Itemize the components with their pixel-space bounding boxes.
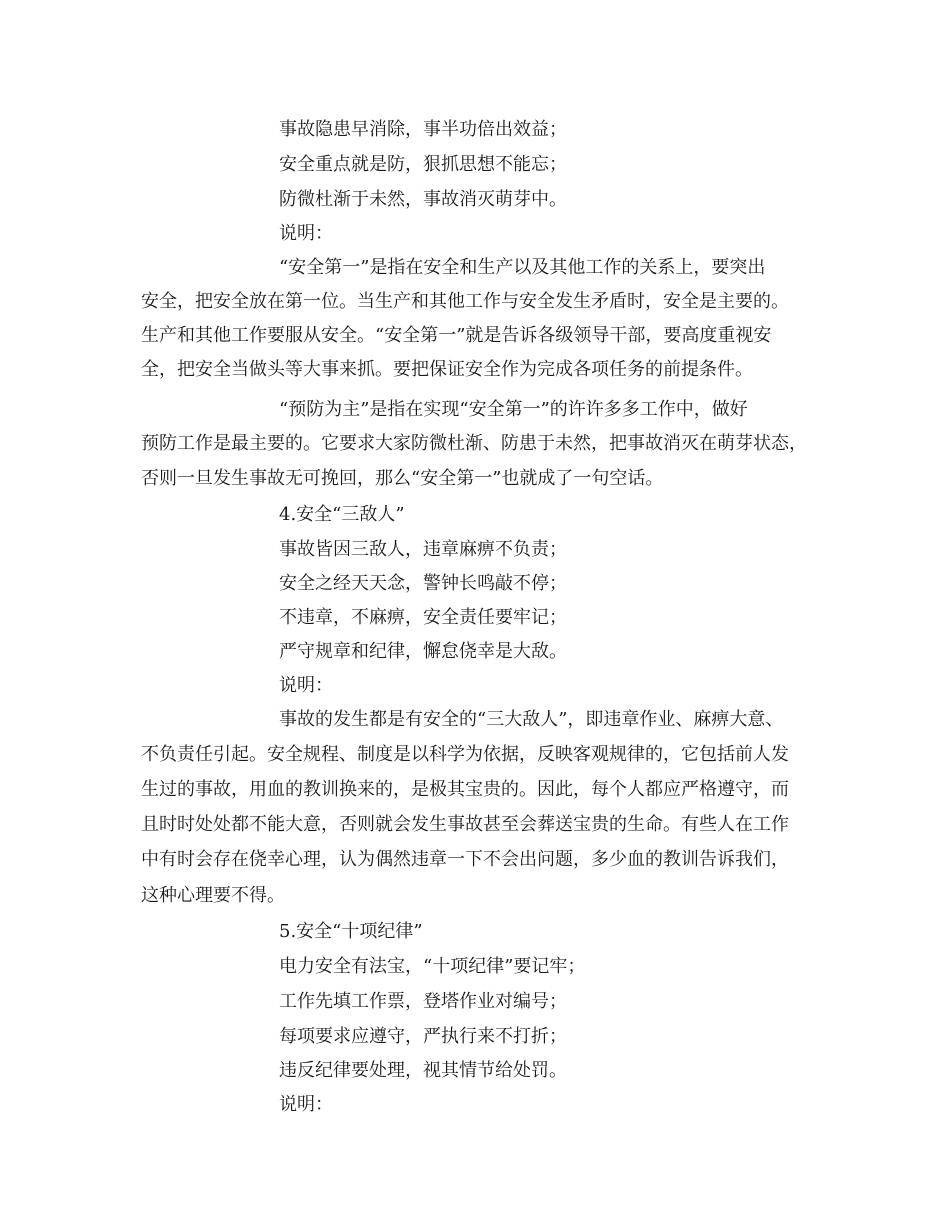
section-heading: 4.安全“三敌人”: [279, 504, 405, 525]
verse-line: 违反纪律要处理，视其情节给处罚。: [279, 1060, 567, 1081]
verse-line: 工作先填工作票，登塔作业对编号；: [279, 991, 567, 1012]
paragraph-line: 安全，把安全放在第一位。当生产和其他工作与安全发生矛盾时，安全是主要的。: [141, 291, 789, 312]
verse-line: 电力安全有法宝，“十项纪律”要记牢；: [279, 956, 586, 977]
verse-line: 事故皆因三敌人，违章麻痹不负责；: [279, 539, 567, 560]
note-label: 说明：: [279, 675, 333, 696]
verse-line: 不违章，不麻痹，安全责任要牢记；: [279, 607, 567, 628]
verse-line: 每项要求应遵守，严执行来不打折；: [279, 1026, 567, 1047]
verse-line: 安全之经天天念，警钟长鸣敲不停；: [279, 573, 567, 594]
note-label: 说明：: [279, 223, 333, 244]
paragraph-line: 事故的发生都是有安全的“三大敌人”，即违章作业、麻痹大意、: [279, 709, 784, 730]
paragraph-line: “预防为主”是指在实现“安全第一”的许许多多工作中，做好: [279, 399, 748, 420]
paragraph-line: 不负责任引起。安全规程、制度是以科学为依据，反映客观规律的，它包括前人发: [141, 744, 789, 765]
paragraph-line: 中有时会存在侥幸心理，认为偶然违章一下不会出问题，多少血的教训告诉我们，: [141, 849, 789, 870]
section-heading: 5.安全“十项纪律”: [279, 921, 423, 942]
paragraph-line: 生产和其他工作要服从安全。“安全第一”就是告诉各级领导干部，要高度重视安: [141, 325, 772, 346]
verse-line: 防微杜渐于未然，事故消灭萌芽中。: [279, 189, 567, 210]
verse-line: 严守规章和纪律，懈怠侥幸是大敌。: [279, 641, 567, 662]
paragraph-line: 生过的事故，用血的教训换来的，是极其宝贵的。因此，每个人都应严格遵守，而: [141, 779, 789, 800]
paragraph-line: 这种心理要不得。: [141, 885, 285, 906]
paragraph-line: 预防工作是最主要的。它要求大家防微杜渐、防患于未然，把事故消灭在萌芽状态，: [141, 433, 807, 454]
note-label: 说明：: [279, 1094, 333, 1115]
paragraph-line: 全，把安全当做头等大事来抓。要把保证安全作为完成各项任务的前提条件。: [141, 359, 753, 380]
paragraph-line: “安全第一”是指在安全和生产以及其他工作的关系上，要突出: [279, 257, 766, 278]
paragraph-line: 且时时处处都不能大意，否则就会发生事故甚至会葬送宝贵的生命。有些人在工作: [141, 814, 789, 835]
paragraph-line: 否则一旦发生事故无可挽回，那么“安全第一”也就成了一句空话。: [141, 468, 664, 489]
verse-line: 事故隐患早消除，事半功倍出效益；: [279, 119, 567, 140]
verse-line: 安全重点就是防，狠抓思想不能忘；: [279, 154, 567, 175]
